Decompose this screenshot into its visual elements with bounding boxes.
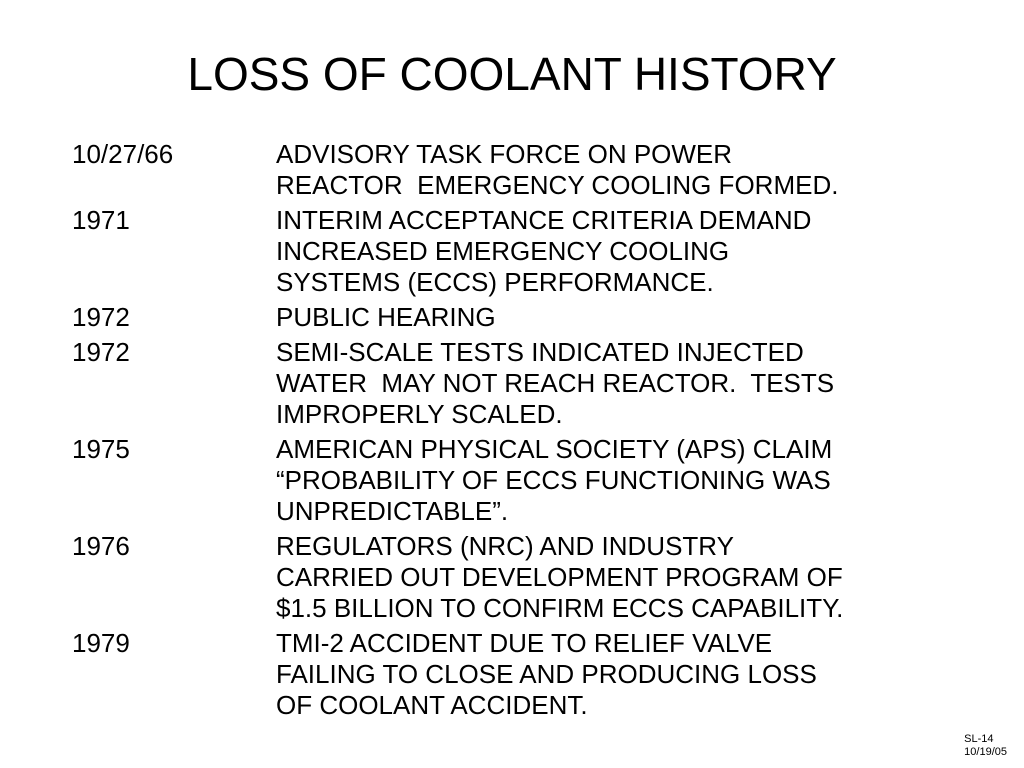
- entry-text-line: REGULATORS (NRC) AND INDUSTRY: [276, 531, 734, 561]
- timeline-entry: [72, 139, 972, 201]
- entry-description: [276, 205, 972, 298]
- entry-text-line: WATER MAY NOT REACH REACTOR. TESTS: [276, 368, 835, 398]
- timeline-list: [72, 139, 972, 725]
- slide-id: SL-14: [964, 733, 994, 745]
- entry-text-line: PUBLIC HEARING: [276, 302, 496, 332]
- entry-date: 10/27/66: [72, 139, 174, 169]
- timeline-entry: [72, 302, 972, 333]
- slide-date: 10/19/05: [964, 746, 1007, 758]
- entry-text-line: IMPROPERLY SCALED.: [276, 399, 563, 429]
- entry-text-line: UNPREDICTABLE”.: [276, 496, 509, 526]
- entry-text-line: INCREASED EMERGENCY COOLING: [276, 236, 730, 266]
- entry-date: 1979: [72, 628, 130, 658]
- entry-text-line: SEMI-SCALE TESTS INDICATED INJECTED: [276, 337, 804, 367]
- entry-text-line: CARRIED OUT DEVELOPMENT PROGRAM OF: [276, 562, 843, 592]
- entry-text-line: $1.5 BILLION TO CONFIRM ECCS CAPABILITY.: [276, 593, 844, 623]
- entry-date: 1976: [72, 531, 130, 561]
- entry-description: [276, 337, 972, 430]
- entry-date: 1971: [72, 205, 130, 235]
- entry-text-line: ADVISORY TASK FORCE ON POWER: [276, 139, 733, 169]
- entry-description: [276, 139, 972, 201]
- entry-text-line: AMERICAN PHYSICAL SOCIETY (APS) CLAIM: [276, 434, 833, 464]
- slide-title: LOSS OF COOLANT HISTORY: [187, 48, 837, 100]
- entry-text-line: SYSTEMS (ECCS) PERFORMANCE.: [276, 267, 714, 297]
- entry-text-line: “PROBABILITY OF ECCS FUNCTIONING WAS: [276, 465, 831, 495]
- timeline-entry: [72, 434, 972, 527]
- entry-description: [276, 302, 972, 333]
- entry-text-line: TMI-2 ACCIDENT DUE TO RELIEF VALVE: [276, 628, 773, 658]
- entry-text-line: INTERIM ACCEPTANCE CRITERIA DEMAND: [276, 205, 812, 235]
- timeline-entry: [72, 531, 972, 624]
- timeline-entry: [72, 628, 972, 721]
- timeline-entry: [72, 205, 972, 298]
- timeline-entry: [72, 337, 972, 430]
- entry-text-line: REACTOR EMERGENCY COOLING FORMED.: [276, 170, 839, 200]
- slide-footer: [964, 733, 1007, 759]
- entry-text-line: FAILING TO CLOSE AND PRODUCING LOSS: [276, 659, 817, 689]
- entry-date: 1972: [72, 337, 130, 367]
- entry-description: [276, 434, 972, 527]
- entry-date: 1975: [72, 434, 130, 464]
- entry-text-line: OF COOLANT ACCIDENT.: [276, 690, 588, 720]
- entry-description: [276, 531, 972, 624]
- entry-description: [276, 628, 972, 721]
- entry-date: 1972: [72, 302, 130, 332]
